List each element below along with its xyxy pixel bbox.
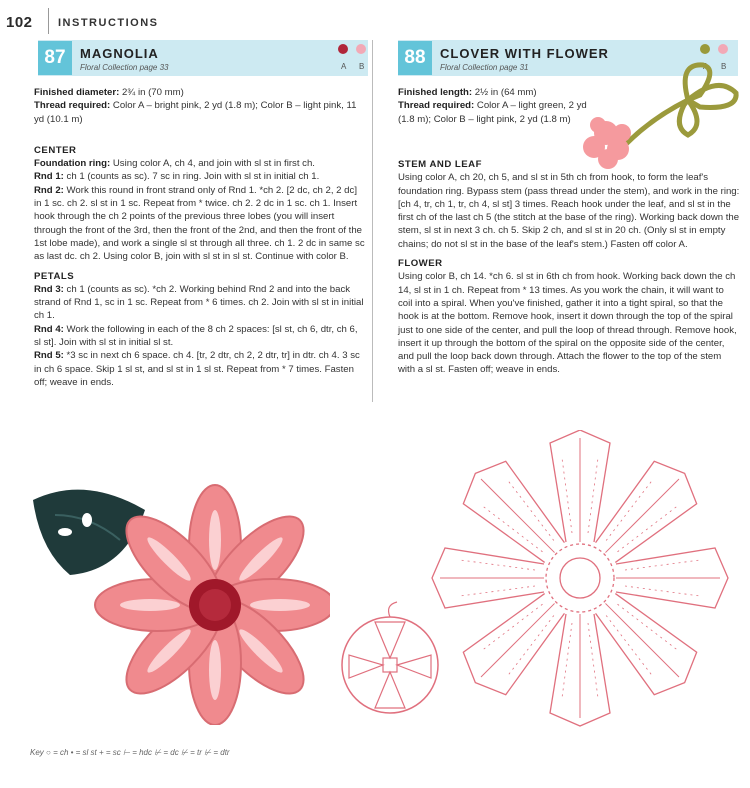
- finished-label: Finished diameter:: [34, 87, 120, 98]
- magnolia-stitch-chart: [430, 430, 730, 730]
- step-text: Work this round in front strand only of Rnd 1. *ch 2. [2 dc, ch 2, 2 dc] in 1 sc. ch 2. sl st in 1 sc. Repeat from * twice. ch 2. 2 dc in 1 sc. ch 1. Insert hook through the ch 2 points of the previous three lobes (you will insert through the front of the 3rd, then the front of the 2nd, and then the front of the 1st lobe made), and work a single sl st through all three. ch 1. 2 dc in same sc as last dc. ch 2. Using color B, join with sl st in sl st. Continue with color B.: [34, 184, 365, 263]
- section-heading: STEM AND LEAF: [398, 159, 482, 170]
- label-b: B: [721, 62, 727, 71]
- pattern-88-number: 88: [398, 41, 432, 75]
- stitch-key: Key ○ = ch • = sl st + = sc ⊢ = hdc ⊬ = dc ⊬ = tr ⊬ = dtr: [30, 748, 230, 757]
- label-a: A: [341, 62, 347, 71]
- pattern-87-number: 87: [38, 41, 72, 75]
- pattern-87-instructions: [34, 86, 366, 389]
- pattern-88-instructions: [398, 152, 740, 377]
- color-a-swatch: [338, 44, 348, 54]
- color-a-swatch: [700, 44, 710, 54]
- running-head: INSTRUCTIONS: [58, 17, 159, 29]
- section-heading: FLOWER: [398, 258, 443, 270]
- section-heading: CENTER: [34, 144, 77, 156]
- pattern-87-subtitle: Floral Collection page 33: [80, 63, 169, 72]
- column-divider: [372, 40, 373, 402]
- page-number: 102: [6, 14, 33, 31]
- step-text: Work the following in each of the 8 ch 2 spaces: [sl st, ch 6, dtr, ch 6, sl st]. Join with sl st in initial sl st.: [34, 323, 358, 349]
- step-text: Using color A, ch 4, and join with sl st in first ch.: [112, 158, 315, 170]
- thread-label: Thread required:: [398, 100, 475, 112]
- step-text: Using color B, ch 14. *ch 6. sl st in 6th ch from hook. Working back down the ch 14, sl st in 1 ch. Repeat from * 13 times. As you work the chain, it will want to coil into a spiral. When you've finished, gather it into a tight spiral, so that the hook is at the bottom. Remove hook, insert it down through the top of the spiral just to one side of the center, and pull the loop of thread through. Remove hook, insert it up through the bottom of the spiral on the opposite side of the center, and pull the loop back down through. Attach the flower to the top of the stem with a sl st. Fasten off; weave in ends.: [398, 271, 737, 376]
- label-a: A: [703, 62, 709, 71]
- clover-flower-photo: [578, 55, 750, 175]
- step-text: ch 1 (counts as sc). 7 sc in ring. Join with sl st in initial ch 1.: [66, 171, 320, 183]
- thread-label: Thread required:: [34, 100, 111, 112]
- header-divider: [48, 8, 49, 34]
- pattern-88-specs: [398, 86, 588, 126]
- finished-value: 2¾ in (70 mm): [121, 87, 184, 98]
- step-text: ch 1 (counts as sc). *ch 2. Working behind Rnd 2 and into the back strand of Rnd 1, sc in 1 sc. Repeat from * 6 times. ch 2. Join with sl st in initial ch 1.: [34, 283, 364, 322]
- color-b-swatch: [356, 44, 366, 54]
- step-label: Foundation ring:: [34, 158, 111, 170]
- clover-stitch-chart: [335, 600, 445, 725]
- step-text: *3 sc in next ch 6 space. ch 4. [tr, 2 dtr, ch 2, 2 dtr, tr] in dtr. ch 4. 3 sc in ch 6 space. Skip 1 sl st, and sl st in 1 sl st. Repeat from * 7 times. Fasten off; weave in ends.: [34, 350, 360, 388]
- section-heading: PETALS: [34, 270, 75, 282]
- magnolia-photo: [25, 480, 330, 725]
- color-b-swatch: [718, 44, 728, 54]
- step-label: Rnd 4:: [34, 323, 64, 335]
- finished-value: 2½ in (64 mm): [474, 87, 537, 98]
- step-label: Rnd 5:: [34, 350, 64, 362]
- thread-value: Color A – bright pink, 2 yd (1.8 m); Color B – light pink, 11 yd (10.1 m): [34, 100, 357, 125]
- step-label: Rnd 1:: [34, 171, 64, 183]
- pattern-88-title: CLOVER WITH FLOWER: [440, 46, 609, 61]
- step-label: Rnd 2:: [34, 184, 64, 196]
- label-b: B: [359, 62, 365, 71]
- finished-label: Finished length:: [398, 87, 473, 98]
- step-label: Rnd 3:: [34, 283, 64, 295]
- pattern-87-title: MAGNOLIA: [80, 46, 159, 61]
- pattern-88-subtitle: Floral Collection page 31: [440, 63, 529, 72]
- thread-value: Color A – light green, 2 yd (1.8 m); Color B – light pink, 2 yd (1.8 m): [398, 100, 587, 125]
- step-text: Using color A, ch 20, ch 5, and sl st in 5th ch from hook, to form the leaf's foundation ring. Bypass stem (pass thread under the stem), and work in the ring: [ch 4, tr, ch 1, tr, ch 4, sl st] 3 times. Reach hook under the leaf, and sl st in the first ch of the last ch 5 (the stitch at the base of the ring). Working back down the stem, sl st in next 3 ch. ch 5. Skip 2 ch, and sl st in 20 ch. (Only sl st in empty chains; do not sl st in the base of the leaf's stem.) Fasten off color A.: [398, 172, 740, 250]
